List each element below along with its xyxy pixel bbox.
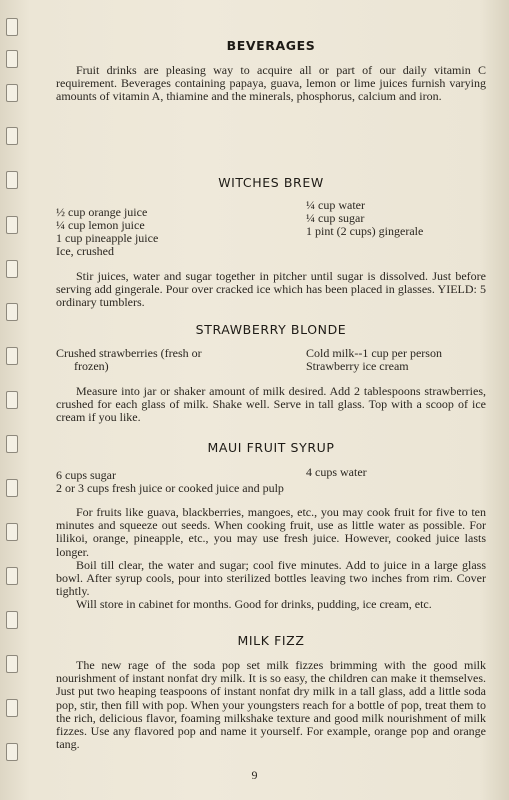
witches-brew-ingredients [56, 199, 486, 258]
binding-hole [6, 171, 18, 189]
binding-hole [6, 699, 18, 717]
page-number: 9 [251, 768, 258, 782]
binding-hole [6, 216, 18, 234]
binding-hole [6, 260, 18, 278]
binding-hole [6, 84, 18, 102]
witches-brew-directions: Stir juices, water and sugar together in pitcher until sugar is dissolved. Just before serving add gingerale. Pour over cracked ice which has been placed in glasses. YIELD: 5 ordinary tumblers. [56, 269, 486, 310]
maui-fruit-syrup-ingredients [56, 466, 486, 482]
binding-hole [6, 479, 18, 497]
beverages-heading: BEVERAGES [226, 38, 316, 53]
ingredient: 4 cups water [306, 465, 367, 479]
strawberry-blonde-heading: STRAWBERRY BLONDE [195, 322, 347, 337]
beverages-section [56, 38, 486, 104]
ingredient: ¼ cup lemon juice [56, 218, 145, 232]
ingredient: 6 cups sugar [56, 468, 116, 482]
ingredient: Crushed strawberries (fresh or [56, 346, 202, 360]
binding-hole [6, 567, 18, 585]
maui-fruit-syrup-para3: Will store in cabinet for months. Good for drinks, pudding, ice cream, etc. [76, 597, 432, 612]
binding-hole [6, 611, 18, 629]
spiral-binding [6, 0, 20, 800]
ingredient: frozen) [74, 359, 109, 373]
binding-hole [6, 127, 18, 145]
maui-fruit-syrup-heading: MAUI FRUIT SYRUP [207, 440, 335, 455]
milk-fizz-heading: MILK FIZZ [237, 633, 305, 648]
milk-fizz-text: The new rage of the soda pop set milk fizzes brimming with the good milk nourishment of instant nonfat dry milk. It is so easy, the children can make it themselves. Just put two heaping teaspoons of instant nonfat dry milk in a tall glass, add a little soda pop, stir, then fill with pop. When your youngsters reach for a bottle of pop, treat them to the rich, delicious flavor, foaming milkshake texture and good milk nourishment of milk fizzes. Use any flavored pop and name it yourself. For example, orange pop and orange tang. [56, 658, 486, 752]
binding-hole [6, 523, 18, 541]
ingredient: ½ cup orange juice [56, 205, 148, 219]
binding-hole [6, 347, 18, 365]
ingredient: 1 pint (2 cups) gingerale [306, 224, 424, 238]
binding-hole [6, 50, 18, 68]
ingredient: Ice, crushed [56, 244, 114, 258]
ingredient: 1 cup pineapple juice [56, 231, 159, 245]
maui-fruit-syrup-para2: Boil till clear, the water and sugar; cool five minutes. Add to juice in a large glass bowl. After syrup cools, pour into sterilized bottles leaving two inches from rim. Cover tightly. [56, 557, 486, 599]
binding-hole [6, 743, 18, 761]
ingredient: Cold milk--1 cup per person [306, 346, 442, 360]
binding-hole [6, 391, 18, 409]
ingredient: ¼ cup water [306, 198, 365, 212]
milk-fizz-section [56, 633, 486, 751]
binding-hole [6, 655, 18, 673]
strawberry-blonde-section [56, 322, 486, 425]
maui-fruit-syrup-section [56, 440, 486, 612]
ingredient: 2 or 3 cups fresh juice or cooked juice and pulp [56, 481, 284, 495]
witches-brew-heading: WITCHES BREW [218, 175, 324, 190]
ingredient: ¼ cup sugar [306, 211, 365, 225]
binding-hole [6, 18, 18, 36]
strawberry-blonde-directions: Measure into jar or shaker amount of milk desired. Add 2 tablespoons strawberries, crushed for each glass of milk. Shake well. Serve in tall glass. Top with a scoop of ice cream if you like. [56, 384, 486, 425]
witches-brew-section [56, 175, 486, 310]
maui-fruit-syrup-para1: For fruits like guava, blackberries, mangoes, etc., you may cook fruit for five to ten minutes and squeeze out seeds. When cooking fruit, use as little water as possible. For lilikoi, orange, pineapple, etc., you may use fresh juice. However, cooked juice lasts longer. [56, 505, 486, 559]
ingredient: Strawberry ice cream [306, 359, 409, 373]
binding-hole [6, 303, 18, 321]
binding-hole [6, 435, 18, 453]
beverages-intro: Fruit drinks are pleasing way to acquire all or part of our daily vitamin C requirement. Beverages containing papaya, guava, lemon or lime juices furnish varying amounts of vitamin A, thiamine and the minerals, phosphorus, calcium and iron. [56, 63, 486, 104]
strawberry-blonde-ingredients [56, 347, 486, 373]
